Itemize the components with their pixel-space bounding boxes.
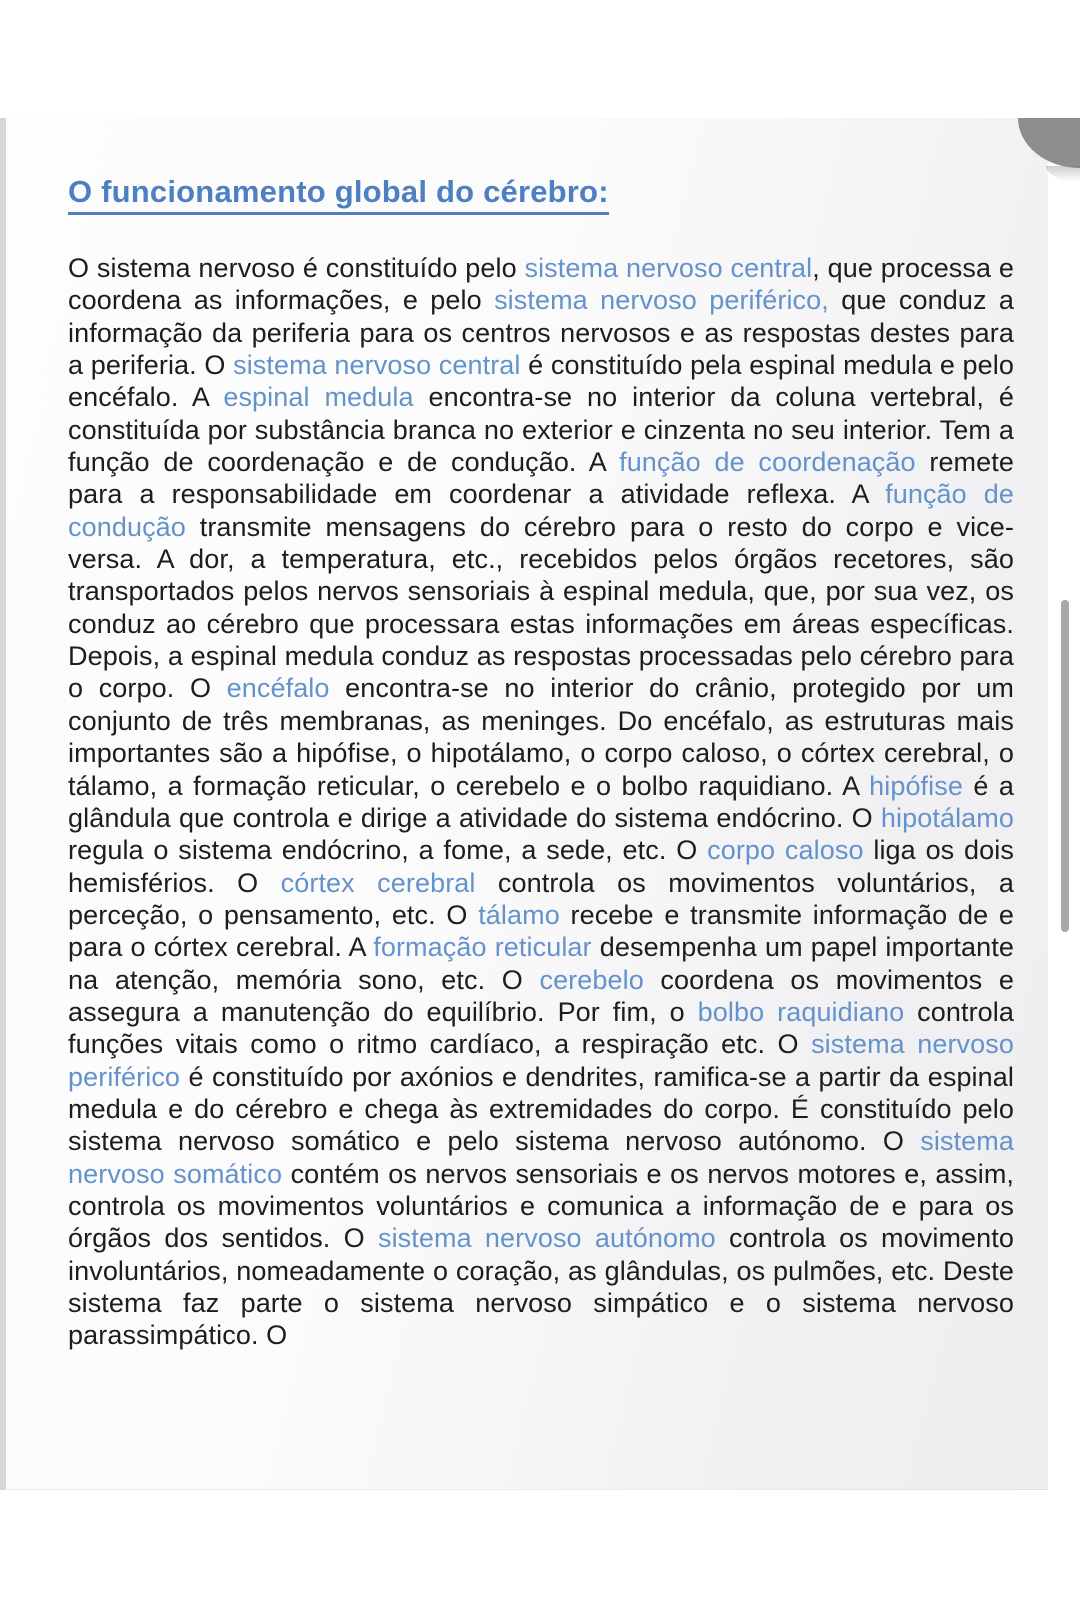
body-text-run: coordena os movimentos e assegura a manutenção do equilíbrio. Por fim, o (68, 964, 1014, 1027)
body-text-run: liga os dois hemisférios. O (68, 835, 1014, 898)
highlighted-term: hipófise (869, 770, 963, 801)
highlighted-term: encéfalo (226, 673, 330, 704)
highlighted-term: espinal medula (223, 382, 414, 413)
highlighted-term: corpo caloso (707, 835, 864, 866)
highlighted-term: sistema nervoso somático (68, 1126, 1014, 1189)
body-text-run: O sistema nervoso é constituído pelo (68, 253, 525, 283)
body-text-run: regula o sistema endócrino, a fome, a sede, etc. O (68, 835, 708, 866)
highlighted-term: bolbo raquidiano (697, 996, 905, 1027)
highlighted-term: córtex cerebral (280, 867, 476, 898)
highlighted-term: sistema nervoso periférico, (494, 285, 829, 316)
highlighted-term: função de coordenação (619, 447, 916, 478)
highlighted-term: hipotálamo (880, 802, 1014, 833)
body-text-run: que conduz a informação da periferia para os centros nervosos e as respostas destes para a periferia. O (68, 285, 1014, 381)
page-title (68, 174, 609, 210)
body-text-run: remete para a responsabilidade em coordenar a atividade reflexa. A (68, 447, 1014, 510)
body-text-run: controla os movimento involuntários, nomeadamente o coração, as glândulas, os pulmões, etc. Deste sistema faz parte o sistema nervoso simpático e o sistema nervoso parassimpático. O (68, 1223, 1014, 1351)
body-text-run: controla funções vitais como o ritmo cardíaco, a respiração etc. O (68, 996, 1014, 1060)
body-text-run: encontra-se no interior do crânio, protegido por um conjunto de três membranas, as meninges. Do encéfalo, as estruturas mais importantes são a hipófise, o hipotálamo, o corpo caloso, o córtex cerebral, o tálamo, a formação reticular, o cerebelo e o bolbo raquidiano. A (68, 673, 1014, 801)
body-paragraph (68, 252, 1014, 1352)
highlighted-term: função de condução (68, 479, 1015, 542)
body-text-run: é constituído por axónios e dendrites, ramifica-se a partir da espinal medula e do cérebro e chega às extremidades do corpo. É constituído pelo sistema nervoso somático e pelo sistema nervoso autónomo. O (68, 1061, 1014, 1157)
page-content (68, 174, 1014, 1352)
highlighted-term: sistema nervoso periférico (68, 1029, 1014, 1092)
body-text-run: transmite mensagens do cérebro para o resto do corpo e vice-versa. A dor, a temperatura, etc., recebidos pelos órgãos recetores, são transportados pelos nervos sensoriais à espinal medula, que, por sua vez, os conduz ao cérebro que processara estas informações em áreas específicas. Depois, a espinal medula conduz as respostas processadas pelo cérebro para o corpo. O (68, 511, 1014, 704)
body-text-run: recebe e transmite informação de e para o córtex cerebral. A (68, 899, 1014, 963)
scrollbar-thumb[interactable] (1061, 600, 1069, 932)
body-text-run: , que processa e coordena as informações, e pelo (68, 253, 1015, 316)
body-text-run: desempenha um papel importante na atenção, memória sono, etc. O (68, 932, 1014, 995)
highlighted-term: formação reticular (373, 932, 592, 963)
page-title-text: O funcionamento global do cérebro: (68, 174, 609, 215)
highlighted-term: tálamo (478, 899, 560, 930)
highlighted-term: cerebelo (539, 964, 644, 995)
highlighted-term: sistema nervoso central (524, 253, 813, 283)
highlighted-term: sistema nervoso autónomo (377, 1223, 716, 1254)
body-text-run: é constituído pela espinal medula e pelo encéfalo. A (68, 350, 1015, 413)
body-text-run: controla os movimentos voluntários, a perceção, o pensamento, etc. O (68, 867, 1014, 930)
document-page (7, 118, 1048, 1490)
body-text-run: encontra-se no interior da coluna vertebral, é constituída por substância branca no exterior e cinzenta no seu interior. Tem a função de coordenação e de condução. A (68, 382, 1014, 478)
body-text-run: contém os nervos sensoriais e os nervos motores e, assim, controla os movimentos voluntários e comunica a informação de e para os órgãos dos sentidos. O (68, 1158, 1015, 1254)
highlighted-term: sistema nervoso central (233, 350, 521, 381)
page-left-edge (0, 118, 7, 1490)
body-text-run: é a glândula que controla e dirige a atividade do sistema endócrino. O (68, 770, 1014, 833)
